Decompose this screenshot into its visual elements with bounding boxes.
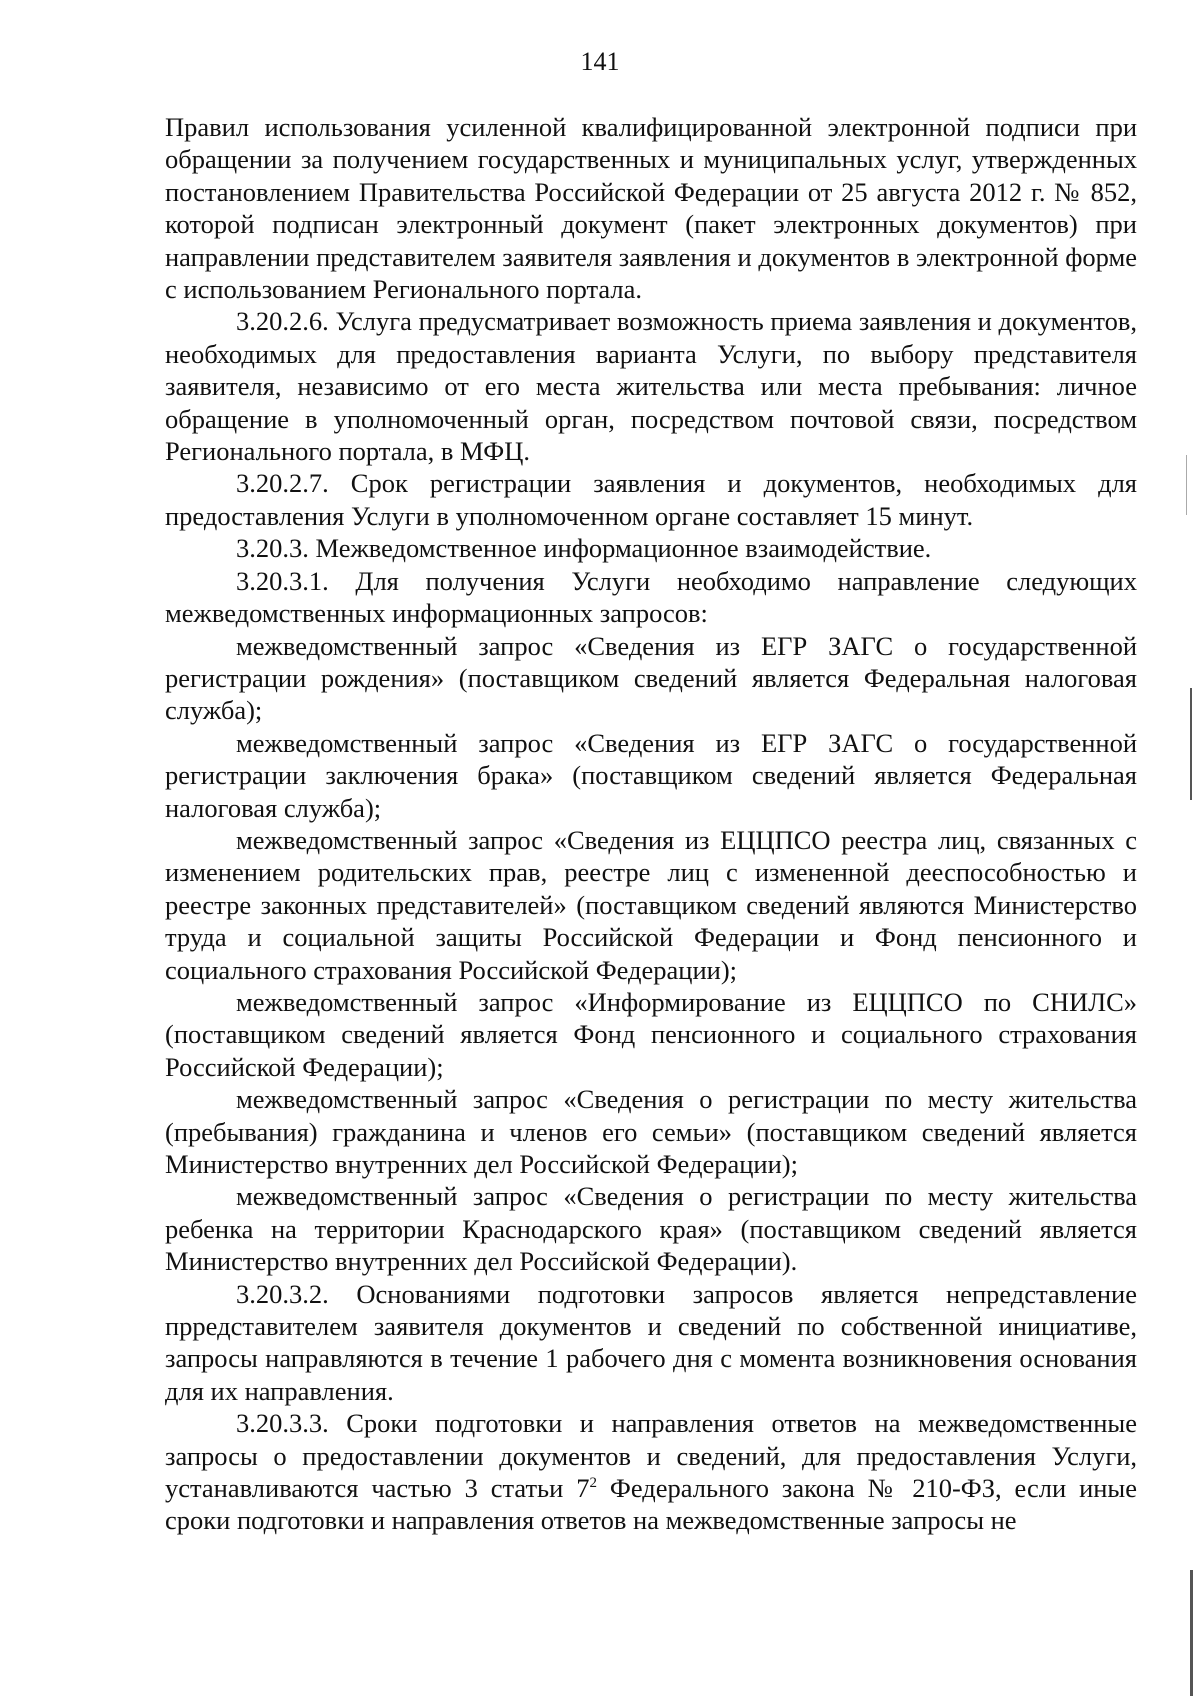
paragraph: межведомственный запрос «Сведения из ЕГР ЗАГС о государственной регистрации заключения брака» (поставщиком сведений является Федеральная налоговая служба); bbox=[165, 727, 1137, 823]
page-number: 141 bbox=[580, 47, 620, 76]
superscript: 2 bbox=[589, 1475, 597, 1492]
paragraph: 3.20.2.6. Услуга предусматривает возможность приема заявления и документов, необходимых для предоставления варианта Услуги, по выбору представителя заявителя, независимо от его места жительства или места пребывания: личное обращение в уполномоченный орган, посредством почтовой связи, посредством Регионального портала, в МФЦ. bbox=[165, 306, 1137, 467]
scan-edge-mark bbox=[1190, 1570, 1193, 1696]
paragraph-text: 3.20.3.3. Сроки подготовки и направления ответов на межведомственные запросы о предоставлении документов и сведений, для предоставления Услуги, устанавливаются частью 3 статьи 7 bbox=[165, 1408, 1137, 1504]
scan-edge-mark bbox=[1190, 688, 1192, 800]
paragraph: Правил использования усиленной квалифицированной электронной подписи при обращении за получением государственных и муниципальных услуг, утвержденных постановлением Правительства Российской Федерации от 25 августа 2012 г. № 852, которой подписан электронный документ (пакет электронных документов) при направлении представителем заявителя заявления и документов в электронной форме с использованием Регионального портала. bbox=[165, 112, 1137, 305]
scan-edge-mark bbox=[1186, 455, 1187, 515]
paragraph: межведомственный запрос «Сведения из ЕЦЦПСО реестра лиц, связанных с изменением родительских прав, реестре лиц с измененной дееспособностью и реестре законных представителей» (поставщиком сведений являются Министерство труда и социальной защиты Российской Федерации и Фонд пенсионного и социального страхования Российской Федерации); bbox=[165, 824, 1137, 985]
paragraph-text: Федерального закона № 210-ФЗ, если иные сроки подготовки и направления ответов на межведомственные запросы не bbox=[165, 1473, 1137, 1536]
paragraph: межведомственный запрос «Сведения из ЕГР ЗАГС о государственной регистрации рождения» (поставщиком сведений является Федеральная налоговая служба); bbox=[165, 630, 1137, 726]
paragraph: 3.20.3. Межведомственное информационное взаимодействие. bbox=[236, 533, 932, 564]
document-body bbox=[165, 111, 1137, 1537]
paragraph: межведомственный запрос «Сведения о регистрации по месту жительства ребенка на территории Краснодарского края» (поставщиком сведений является Министерство внутренних дел Российской Федерации). bbox=[165, 1181, 1137, 1277]
paragraph-last bbox=[165, 1407, 1137, 1537]
paragraph: межведомственный запрос «Информирование из ЕЦЦПСО по СНИЛС» (поставщиком сведений является Фонд пенсионного и социального страхования Российской Федерации); bbox=[165, 986, 1137, 1082]
paragraph: 3.20.2.7. Срок регистрации заявления и документов, необходимых для предоставления Услуги в уполномоченном органе составляет 15 минут. bbox=[165, 468, 1137, 531]
paragraph: 3.20.3.1. Для получения Услуги необходимо направление следующих межведомственных информационных запросов: bbox=[165, 565, 1137, 629]
paragraph: 3.20.3.2. Основаниями подготовки запросов является непредставление прредставителем заявителя документов и сведений по собственной инициативе, запросы направляются в течение 1 рабочего дня с момента возникновения основания для их направления. bbox=[165, 1278, 1137, 1406]
paragraph: межведомственный запрос «Сведения о регистрации по месту жительства (пребывания) гражданина и членов его семьи» (поставщиком сведений является Министерство внутренних дел Российской Федерации); bbox=[165, 1084, 1137, 1179]
